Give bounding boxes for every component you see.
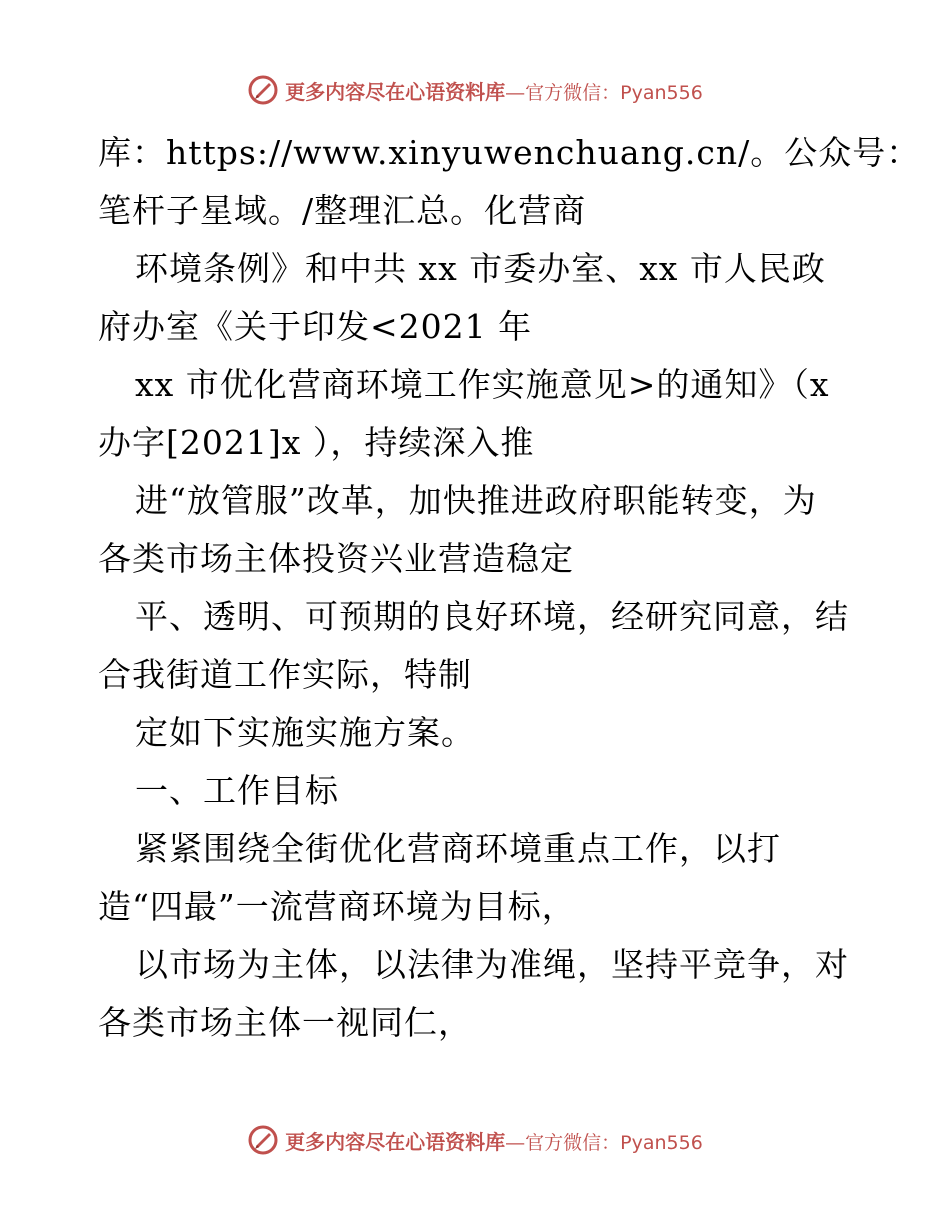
footer-banner [0,1120,950,1160]
banner-contact: 官方微信：Pyan556 [525,81,703,104]
banner-text [285,76,703,105]
text-line: xx 市优化营商环境工作实施意见>的通知》（x [135,365,830,404]
text-line: 定如下实施实施方案。 [135,713,475,752]
banner-contact: 官方微信：Pyan556 [525,1131,703,1154]
document-body [98,124,921,1052]
banner-text [285,1126,703,1155]
banner-separator: — [505,1129,526,1154]
text-line: 各类市场主体一视同仁， [98,1003,472,1042]
text-line: 紧紧围绕全街优化营商环境重点工作，以打 [135,829,781,868]
section-heading: 一、工作目标 [135,771,339,810]
text-line: 以市场为主体，以法律为准绳，坚持平竞争，对 [135,945,849,984]
banner-brand: 更多内容尽在心语资料库 [285,1129,506,1154]
text-line: 合我街道工作实际，特制 [98,655,472,694]
logo-icon [247,74,279,106]
text-line: 办字[2021]x ），持续深入推 [98,423,535,462]
text-line: 环境条例》和中共 xx 市委办室、xx 市人民政 [135,249,826,288]
banner-brand: 更多内容尽在心语资料库 [285,79,506,104]
text-line: 笔杆子星域。/整理汇总。化营商 [98,191,587,230]
text-line: 造“四最”一流营商环境为目标， [98,887,576,926]
banner-separator: — [505,79,526,104]
text-line: 进“放管服”改革，加快推进政府职能转变，为 [135,481,817,520]
header-banner [0,70,950,110]
text-line: 平、透明、可预期的良好环境，经研究同意，结 [135,597,849,636]
logo-icon [247,1124,279,1156]
text-line: 各类市场主体投资兴业营造稳定 [98,539,574,578]
text-line: 库：https://www.xinyuwenchuang.cn/。公众号： [98,133,921,172]
text-line: 府办室《关于印发<2021 年 [98,307,533,346]
